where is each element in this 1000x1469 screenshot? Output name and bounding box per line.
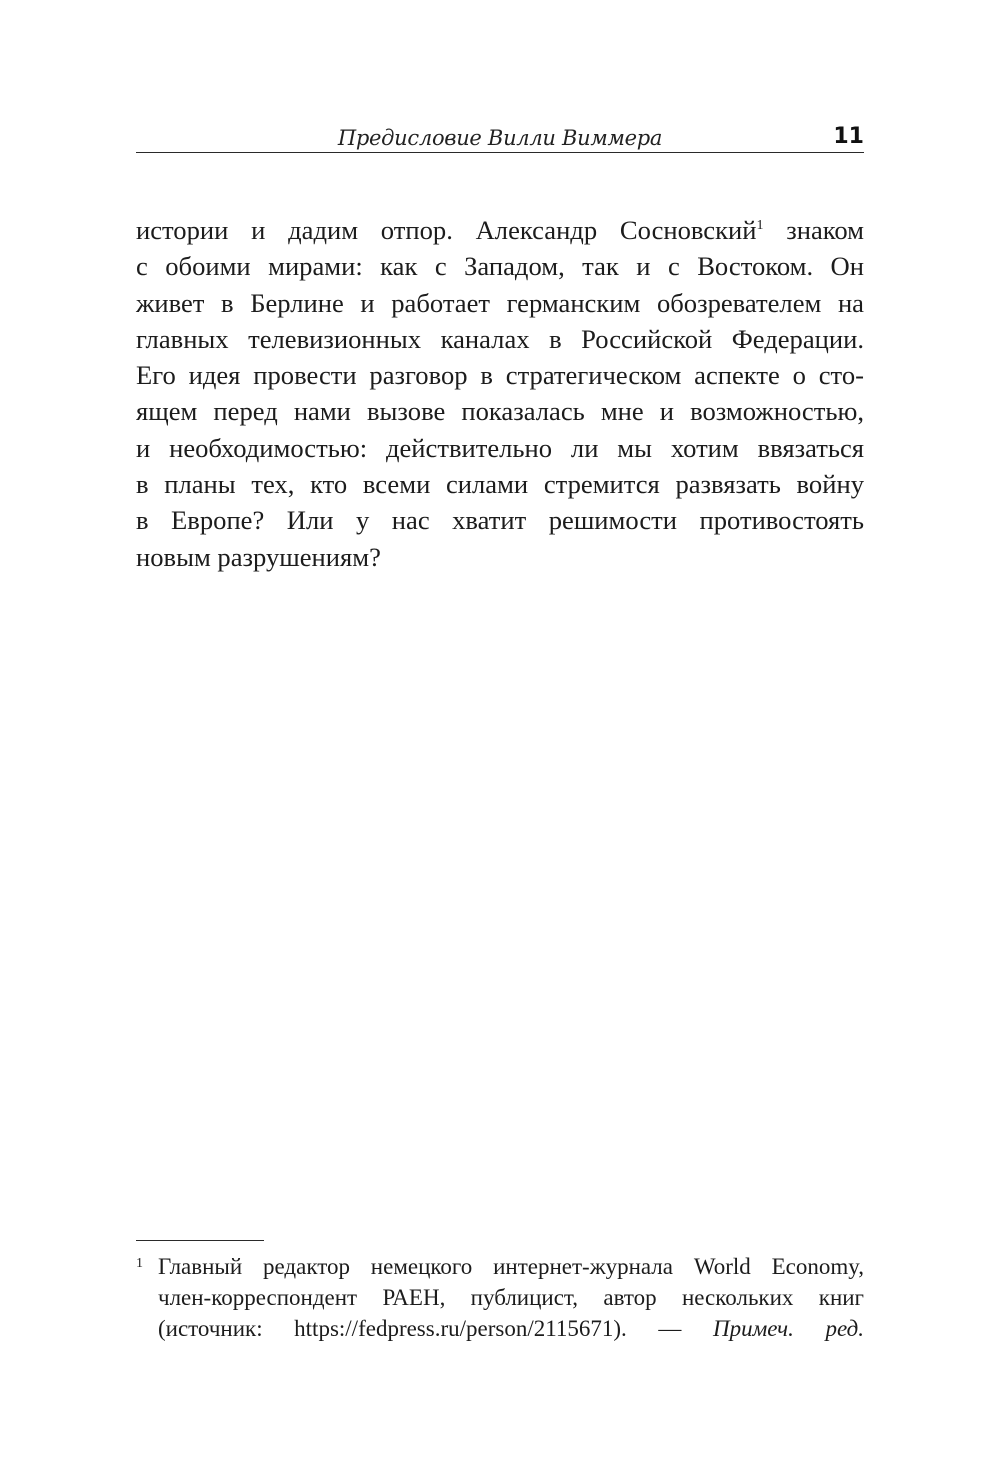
body-line: в Европе? Или у нас хватит решимости противостоять — [136, 505, 864, 536]
footnote-line: Главный редактор немецкого интернет-журнала World Economy, — [158, 1254, 864, 1279]
body-line-text: знаком — [763, 215, 864, 245]
body-line: и необходимостью: действительно ли мы хотим ввязаться — [136, 432, 864, 463]
body-line — [136, 212, 864, 248]
footnote-source: (источник: https://fedpress.ru/person/2115671). — — [158, 1316, 713, 1341]
running-title: Предисловие Вилли Виммера — [337, 126, 663, 150]
body-line: живет в Берлине и работает германским обозревателем на — [136, 287, 864, 318]
body-paragraph — [136, 212, 864, 575]
running-head — [136, 118, 864, 153]
body-line-text: истории и дадим отпор. Александр Сосновский — [136, 215, 757, 245]
body-line: Его идея провести разговор в стратегическом аспекте о сто- — [136, 360, 864, 391]
footnote — [136, 1251, 864, 1344]
footnote-line: член-корреспондент РАЕН, публицист, автор нескольких книг — [158, 1285, 864, 1310]
footnote-number: 1 — [136, 1256, 143, 1271]
body-line: с обоими мирами: как с Западом, так и с Востоком. Он — [136, 251, 864, 282]
page-number: 11 — [833, 124, 864, 149]
body-line: новым разрушениям? — [136, 541, 381, 572]
body-line: в планы тех, кто всеми силами стремится развязать войну — [136, 469, 864, 500]
footnote-reference: 1 — [756, 218, 764, 233]
footnote-text — [158, 1251, 864, 1344]
footnote-separator — [136, 1240, 264, 1241]
editor-note: Примеч. ред. — [712, 1316, 864, 1341]
body-line: главных телевизионных каналах в Российской Федерации. — [136, 323, 864, 354]
footnote-line — [158, 1313, 864, 1344]
body-line: ящем перед нами вызове показалась мне и возможностью, — [136, 396, 864, 427]
